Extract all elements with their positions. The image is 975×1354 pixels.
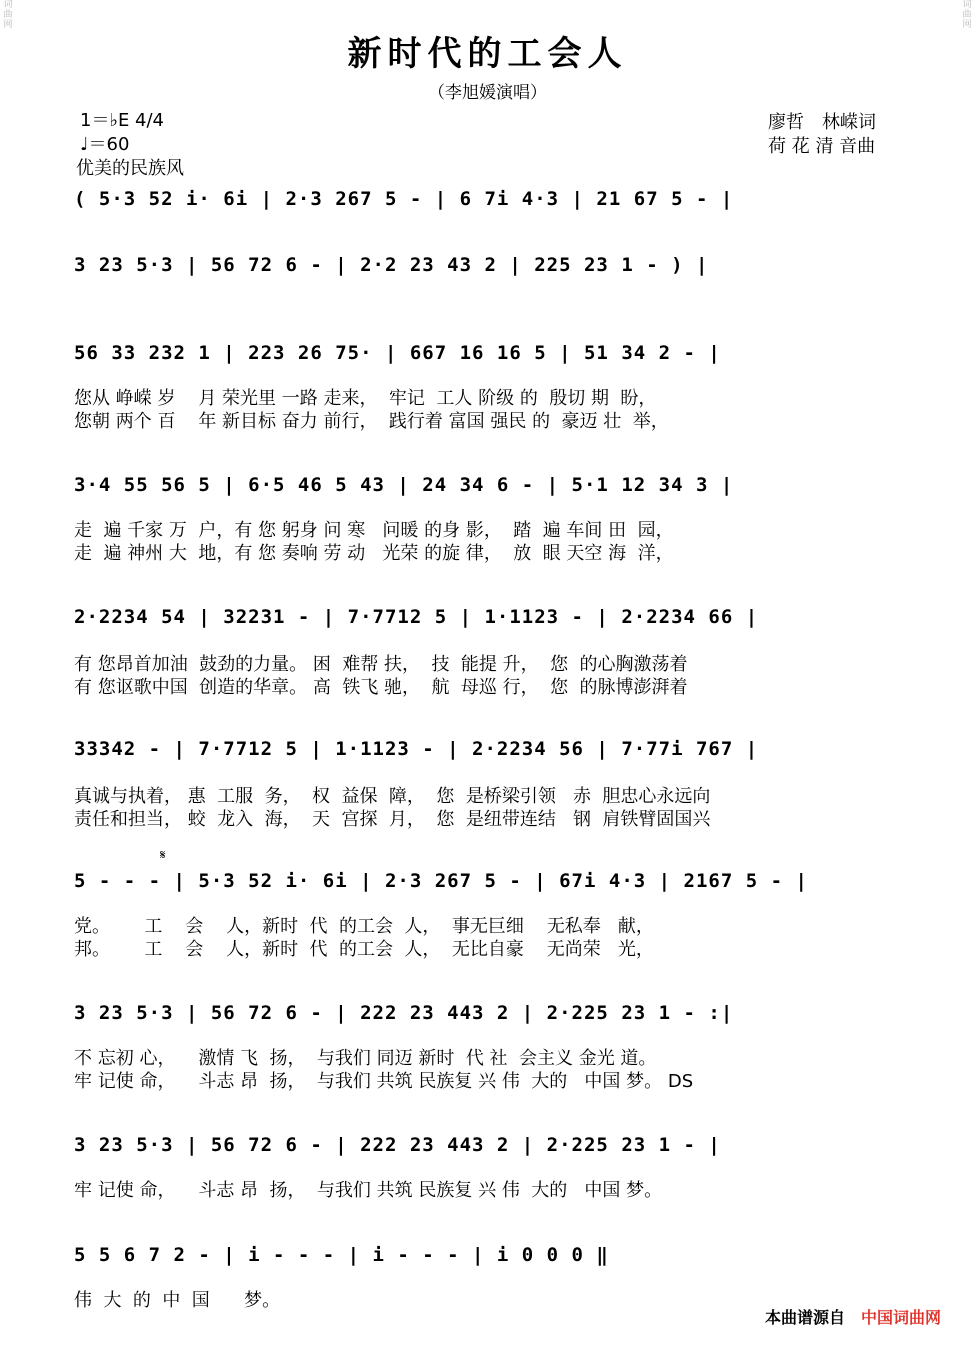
lyric-verse-1: 您从 峥嵘 岁 月 荣光里 一路 走来， 牢记 工人 阶级 的 殷切 期 盼， (74, 388, 657, 409)
watermark-left: 词 曲 网 (3, 0, 13, 30)
key-signature: 1＝♭E 4/4 (80, 110, 165, 131)
lyric-verse-1: 牢 记使 命， 斗志 昂 扬， 与我们 共筑 民族复 兴 伟 大的 中国 梦。 (74, 1180, 663, 1201)
notation-line: 3 23 5·3 | 56 72 6 - | 222 23 443 2 | 2·225 23 1 - :| (74, 1002, 734, 1024)
notation-line: 33342 - | 7·7712 5 | 1·1123 - | 2·2234 56 | 7·77i 767 | (74, 738, 759, 760)
singer-credit: （李旭媛演唱） (428, 83, 547, 103)
lyric-verse-2: 走 遍 神州 大 地，有 您 奏响 劳 动 光荣 的旋 律， 放 眼 天空 海 洋， (74, 543, 674, 564)
notation-line: ( 5·3 52 i· 6i | 2·3 267 5 - | 6 7i 4·3 | 21 67 5 - | (74, 188, 734, 210)
lyric-verse-2: 您朝 两个 百 年 新目标 奋力 前行， 践行着 富国 强民 的 豪迈 壮 举， (74, 411, 669, 432)
lyric-verse-2: 有 您讴歌中国 创造的华章。 高 铁飞 驰， 航 母巡 行， 您 的脉博澎湃着 (74, 677, 688, 698)
notation-line: 3 23 5·3 | 56 72 6 - | 2·2 23 43 2 | 225 23 1 - ) | (74, 254, 709, 276)
lyric-verse-1: 真诚与执着， 惠 工服 务， 权 益保 障， 您 是桥梁引领 赤 胆忠心永远向 (74, 786, 711, 807)
lyric-verse-2: 邦。 工 会 人，新时 代 的工会 人， 无比自豪 无尚荣 光， (74, 939, 654, 960)
lyric-verse-1: 不 忘初 心， 激情 飞 扬， 与我们 同迈 新时 代 社 会主义 金光 道。 (74, 1048, 657, 1069)
watermark-right: 词 曲 网 (962, 0, 972, 30)
segno-mark: 𝄋 (160, 848, 166, 863)
source-label: 本曲谱源自 (764, 1308, 845, 1327)
lyricist-credit: 廖哲 林嵘词 (768, 112, 876, 133)
lyric-verse-1: 伟 大 的 中 国 梦。 (74, 1290, 281, 1311)
notation-line: 2·2234 54 | 32231 - | 7·7712 5 | 1·1123 - | 2·2234 66 | (74, 606, 759, 628)
composer-credit: 荷 花 清 音曲 (768, 136, 876, 157)
lyric-verse-2: 责任和担当， 蛟 龙入 海， 天 宫探 月， 您 是纽带连结 钢 肩铁臂固国兴 (74, 809, 711, 830)
style-marking: 优美的民族风 (76, 158, 184, 179)
tempo-marking: ♩＝60 (80, 134, 130, 155)
source-footer (765, 1305, 941, 1328)
brand-link[interactable]: 中国词曲网 (860, 1308, 941, 1327)
lyric-verse-2: 牢 记使 命， 斗志 昂 扬， 与我们 共筑 民族复 兴 伟 大的 中国 梦。 DS (74, 1071, 694, 1092)
song-title: 新时代的工会人 (347, 34, 628, 74)
lyric-verse-1: 党。 工 会 人，新时 代 的工会 人， 事无巨细 无私奉 献， (74, 916, 654, 937)
lyric-verse-1: 走 遍 千家 万 户，有 您 躬身 问 寒 问暖 的身 影， 踏 遍 车间 田 园， (74, 520, 674, 541)
notation-line: 5 - - - | 5·3 52 i· 6i | 2·3 267 5 - | 67i 4·3 | 2167 5 - | (74, 870, 808, 892)
notation-line: 3·4 55 56 5 | 6·5 46 5 43 | 24 34 6 - | 5·1 12 34 3 | (74, 474, 734, 496)
notation-line: 3 23 5·3 | 56 72 6 - | 222 23 443 2 | 2·225 23 1 - | (74, 1134, 721, 1156)
notation-line: 5 5 6 7 2 - | i - - - | i - - - | i 0 0 0 ‖ (74, 1244, 609, 1266)
notation-line: 56 33 232 1 | 223 26 75· | 667 16 16 5 | 51 34 2 - | (74, 342, 721, 364)
lyric-verse-1: 有 您昂首加油 鼓劲的力量。 困 难帮 扶， 技 能提 升， 您 的心胸激荡着 (74, 654, 688, 675)
